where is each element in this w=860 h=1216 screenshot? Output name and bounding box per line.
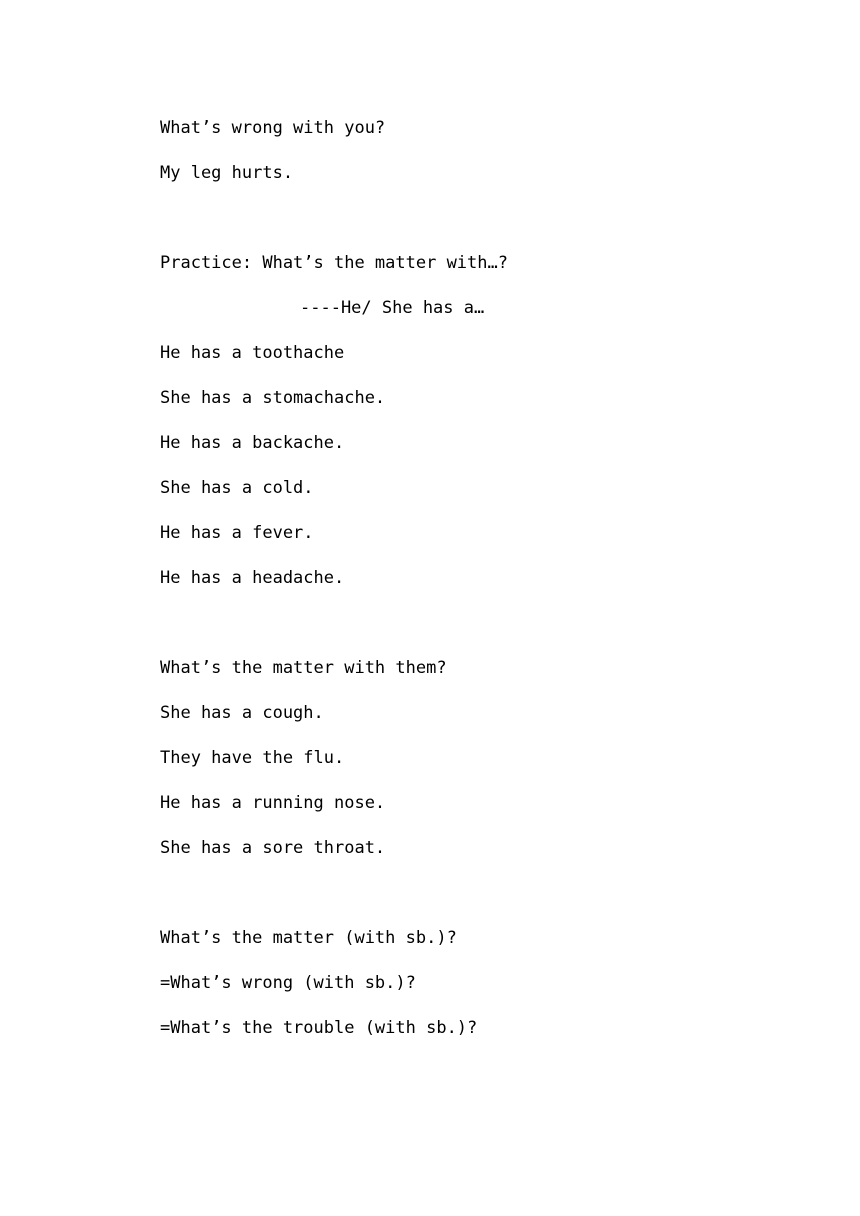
text-line: She has a cold. — [160, 478, 314, 498]
text-line: She has a sore throat. — [160, 838, 386, 858]
text-line: He has a toothache — [160, 343, 345, 363]
text-line: What’s the matter with them? — [160, 658, 447, 678]
text-line: My leg hurts. — [160, 163, 294, 183]
text-line: He has a fever. — [160, 523, 314, 543]
text-line: =What’s wrong (with sb.)? — [160, 973, 416, 993]
text-line: She has a cough. — [160, 703, 324, 723]
text-line: =What’s the trouble (with sb.)? — [160, 1018, 478, 1038]
text-line: He has a running nose. — [160, 793, 386, 813]
text-line: What’s wrong with you? — [160, 118, 386, 138]
text-line: He has a backache. — [160, 433, 345, 453]
practice-answer-pattern: ----He/ She has a… — [300, 298, 485, 318]
text-line: What’s the matter (with sb.)? — [160, 928, 457, 948]
practice-heading: Practice: What’s the matter with…? — [160, 253, 508, 273]
text-line: He has a headache. — [160, 568, 345, 588]
text-line: She has a stomachache. — [160, 388, 386, 408]
text-line: They have the flu. — [160, 748, 345, 768]
